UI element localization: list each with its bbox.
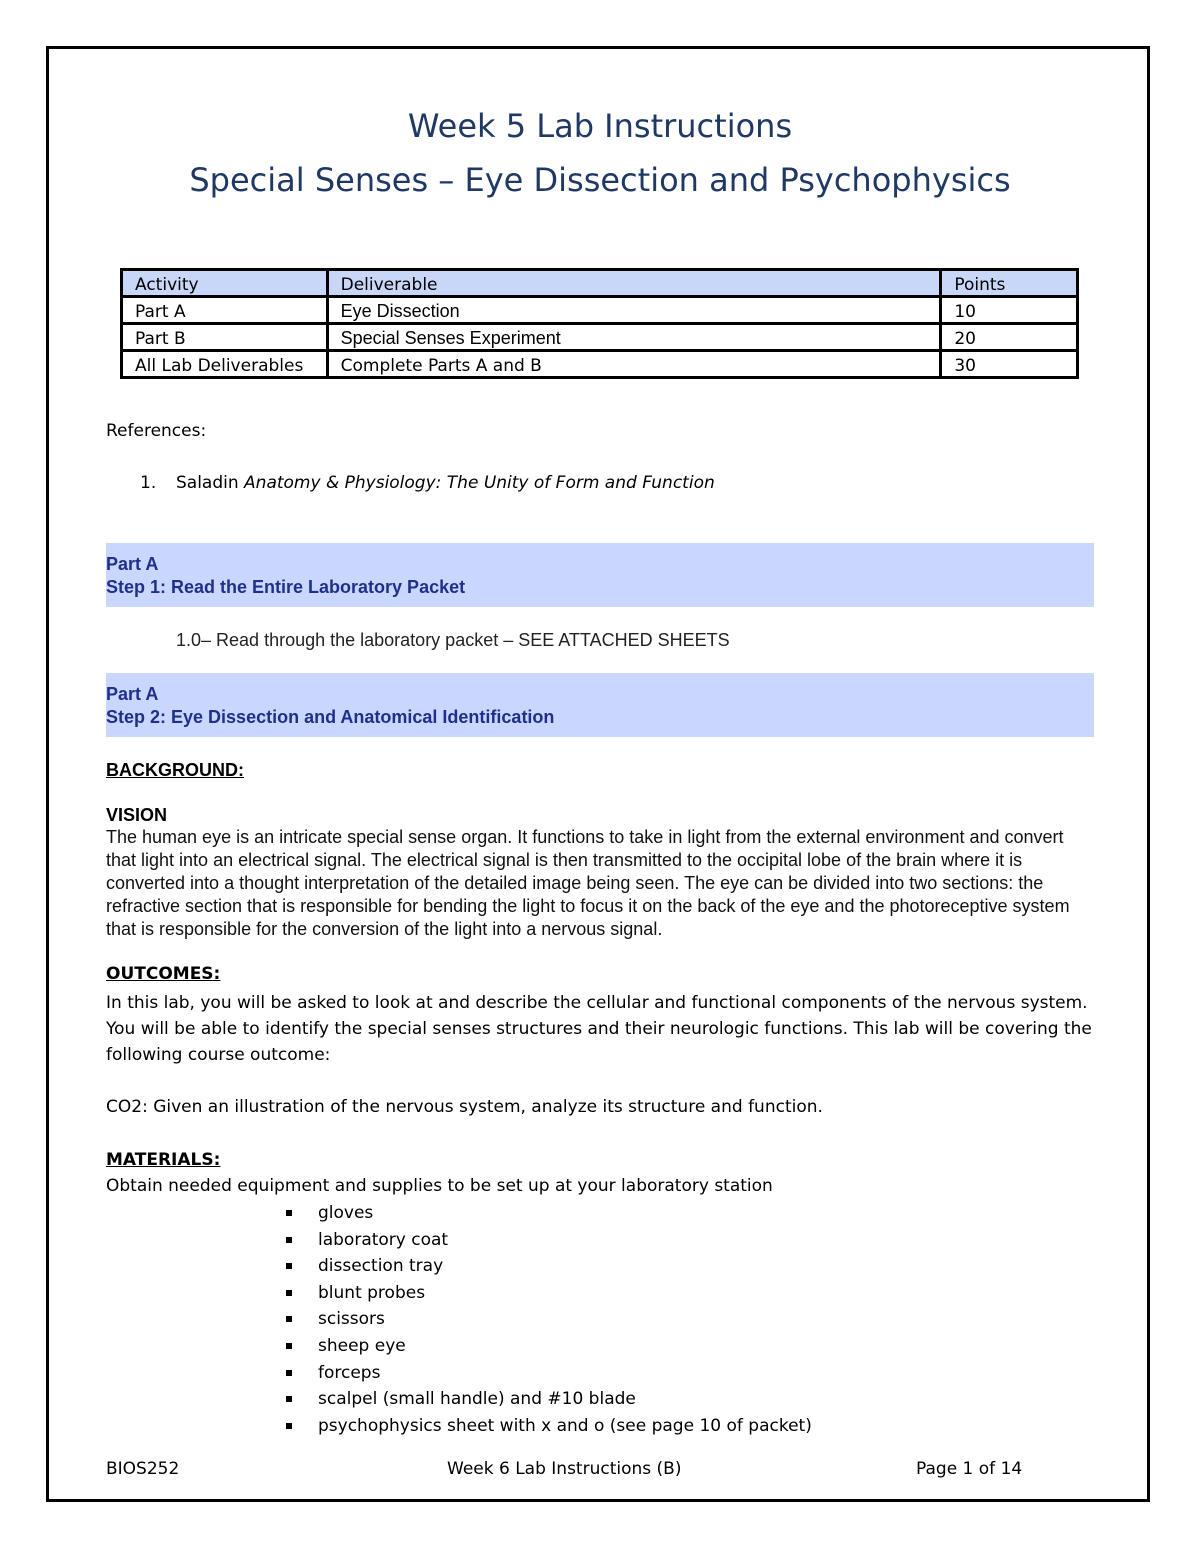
table-cell: Special Senses Experiment bbox=[327, 324, 941, 351]
table-row bbox=[122, 351, 1078, 378]
footer-page-number: Page 1 of 14 bbox=[916, 1459, 1023, 1479]
material-label: gloves bbox=[318, 1203, 374, 1223]
step1-instruction: 1.0– Read through the laboratory packet – SEE ATTACHED SHEETS bbox=[176, 630, 730, 650]
list-item bbox=[286, 1227, 812, 1254]
step2-heading bbox=[106, 683, 554, 729]
materials-heading: MATERIALS: bbox=[106, 1150, 221, 1170]
material-label: laboratory coat bbox=[318, 1229, 449, 1250]
reference-title: Anatomy & Physiology: The Unity of Form and Function bbox=[244, 473, 715, 493]
reference-item bbox=[140, 473, 715, 493]
material-label: sheep eye bbox=[318, 1335, 406, 1356]
bullet-icon bbox=[286, 1237, 292, 1243]
table-header-cell: Activity bbox=[122, 270, 328, 297]
table-header-row bbox=[122, 270, 1078, 297]
list-item bbox=[286, 1413, 812, 1440]
document-title: Week 5 Lab Instructions bbox=[407, 107, 793, 145]
bullet-icon bbox=[286, 1343, 292, 1349]
step1-heading bbox=[106, 553, 465, 599]
table-cell: Eye Dissection bbox=[327, 297, 941, 324]
document-subtitle: Special Senses – Eye Dissection and Psychophysics bbox=[189, 161, 1011, 199]
table-row bbox=[122, 324, 1078, 351]
footer-document-name: Week 6 Lab Instructions (B) bbox=[447, 1459, 682, 1479]
table-cell: 10 bbox=[941, 297, 1078, 324]
table-header-cell: Deliverable bbox=[327, 270, 941, 297]
material-label: scissors bbox=[318, 1309, 385, 1330]
material-label: forceps bbox=[318, 1362, 381, 1383]
outcomes-paragraph: In this lab, you will be asked to look at and describe the cellular and functional components of the nervous system. You will be able to identify the special senses structures and their neurologic functions. This lab will be covering the following course outcome: bbox=[106, 993, 1092, 1065]
table-cell: 30 bbox=[941, 351, 1078, 378]
list-item bbox=[286, 1253, 812, 1280]
reference-author: Saladin bbox=[176, 473, 245, 493]
list-item bbox=[286, 1200, 812, 1227]
vision-heading: VISION bbox=[106, 805, 168, 825]
material-label: scalpel (small handle) and #10 blade bbox=[318, 1389, 636, 1410]
table-cell: Part B bbox=[122, 324, 328, 351]
bullet-icon bbox=[286, 1263, 292, 1269]
material-label: psychophysics sheet with x and o (see page 10 of packet) bbox=[318, 1415, 812, 1436]
step1-part: Part A bbox=[106, 554, 159, 574]
list-item bbox=[286, 1386, 812, 1413]
bullet-icon bbox=[286, 1290, 292, 1296]
materials-list bbox=[286, 1200, 812, 1439]
step2-title: Step 2: Eye Dissection and Anatomical Identification bbox=[106, 707, 555, 727]
deliverables-table bbox=[120, 268, 1079, 379]
material-label: dissection tray bbox=[318, 1256, 444, 1277]
step2-part: Part A bbox=[106, 684, 159, 704]
vision-paragraph: The human eye is an intricate special sense organ. It functions to take in light from the external environment and convert that light into an electrical signal. The electrical signal is then transmitted to the occipital lobe of the brain where it is converted into a thought interpretation of the detailed image being seen. The eye can be divided into two sections: the refractive section that is responsible for bending the light to focus it on the back of the eye and the photoreceptive system that is responsible for the conversion of the light into a nervous signal. bbox=[106, 827, 1070, 939]
table-cell: 20 bbox=[941, 324, 1078, 351]
bullet-icon bbox=[286, 1396, 292, 1402]
table-cell: Complete Parts A and B bbox=[327, 351, 941, 378]
background-heading: BACKGROUND: bbox=[106, 760, 244, 780]
table-cell: All Lab Deliverables bbox=[122, 351, 328, 378]
bullet-icon bbox=[286, 1210, 292, 1216]
footer-course-code: BIOS252 bbox=[106, 1459, 180, 1479]
table-header-cell: Points bbox=[941, 270, 1078, 297]
bullet-icon bbox=[286, 1316, 292, 1322]
list-item bbox=[286, 1280, 812, 1307]
bullet-icon bbox=[286, 1423, 292, 1429]
bullet-icon bbox=[286, 1370, 292, 1376]
step1-title: Step 1: Read the Entire Laboratory Packet bbox=[106, 577, 466, 597]
list-item bbox=[286, 1306, 812, 1333]
material-label: blunt probes bbox=[318, 1282, 426, 1303]
reference-number: 1. bbox=[140, 473, 157, 493]
course-outcome: CO2: Given an illustration of the nervous system, analyze its structure and function. bbox=[106, 1097, 823, 1117]
outcomes-heading: OUTCOMES: bbox=[106, 964, 221, 984]
list-item bbox=[286, 1333, 812, 1360]
references-label: References: bbox=[106, 421, 207, 441]
materials-intro: Obtain needed equipment and supplies to be set up at your laboratory station bbox=[106, 1176, 773, 1196]
list-item bbox=[286, 1360, 812, 1387]
table-cell: Part A bbox=[122, 297, 328, 324]
table-row bbox=[122, 297, 1078, 324]
